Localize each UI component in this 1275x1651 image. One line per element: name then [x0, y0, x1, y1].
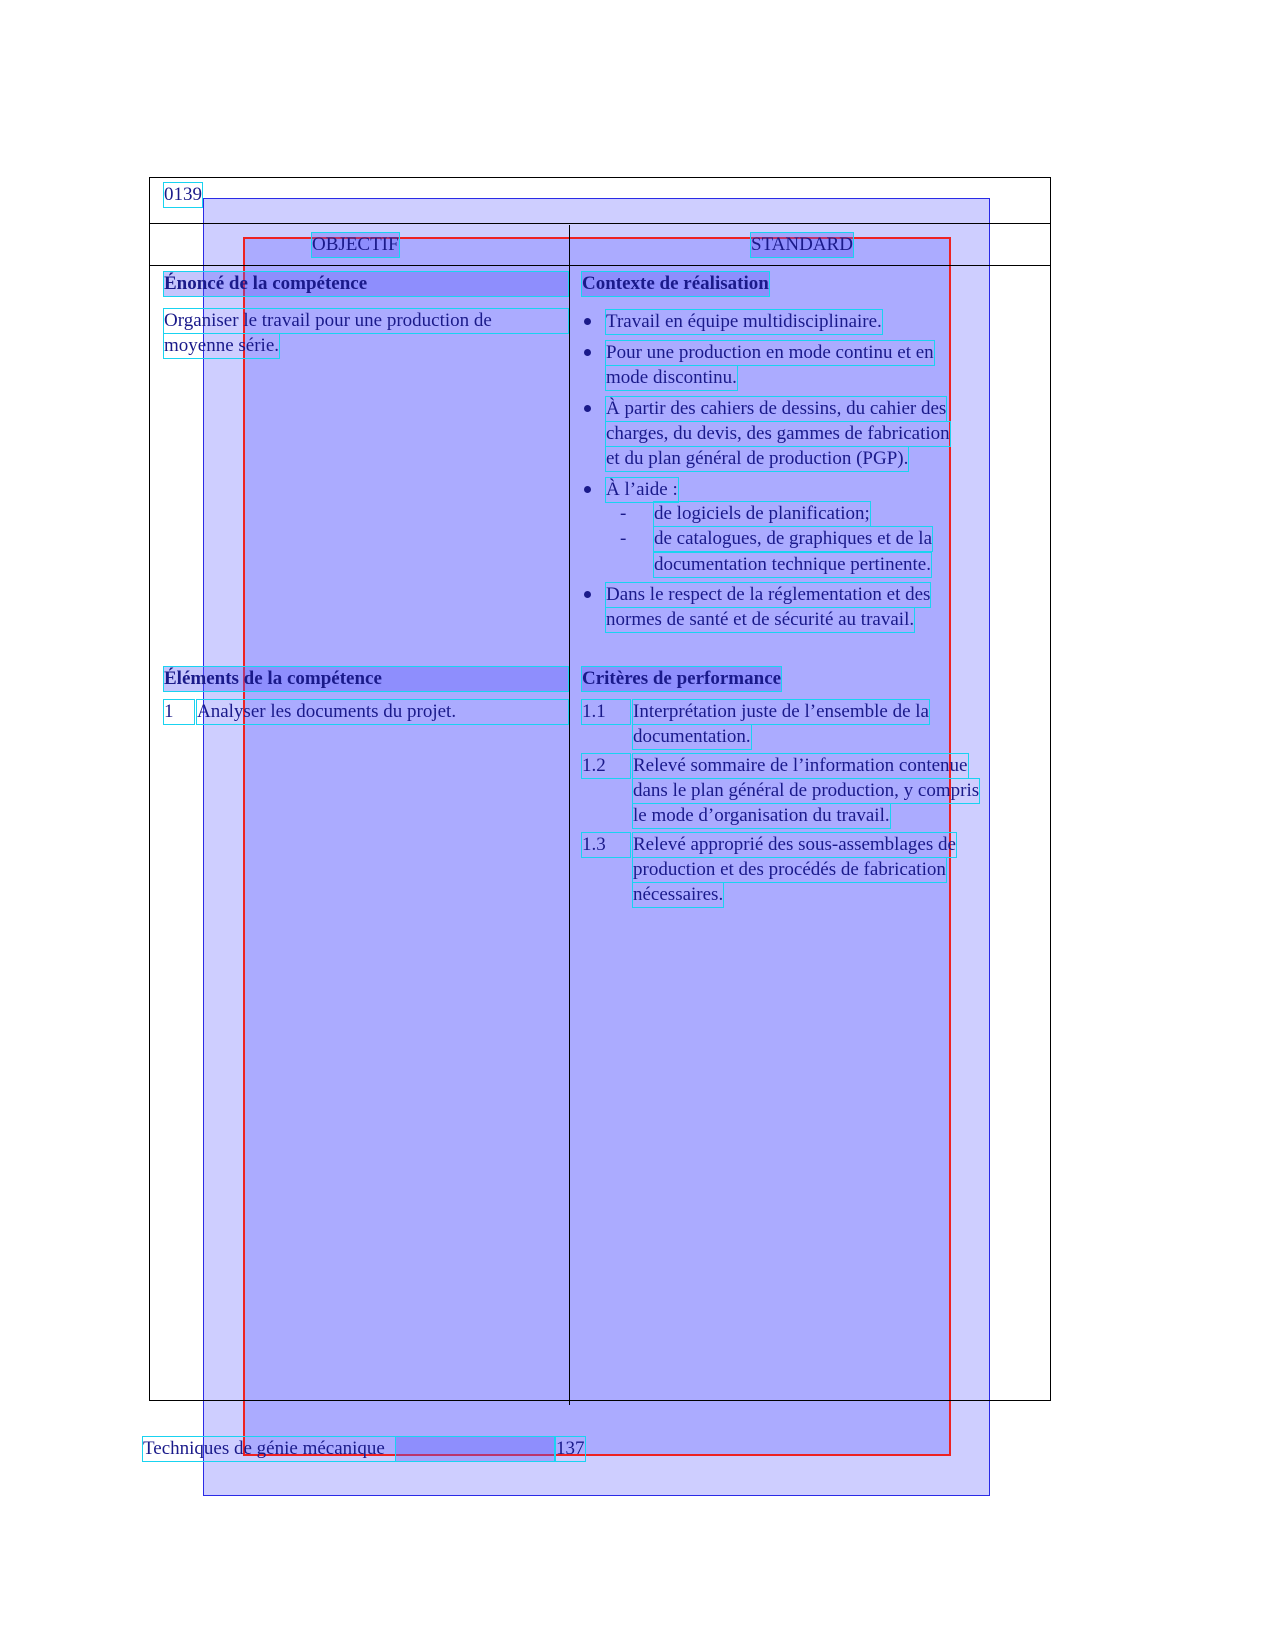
contexte-heading: Contexte de réalisation — [582, 273, 769, 294]
element-1-text: Analyser les documents du projet. — [197, 700, 568, 724]
footer-highlight-gap — [396, 1437, 554, 1461]
bullet-icon — [584, 349, 591, 356]
header-divider-top — [149, 223, 1051, 224]
contexte-subitem-1-line-1: de logiciels de planification; — [654, 503, 870, 524]
contexte-subitem-2-line-1: de catalogues, de graphiques et de la — [654, 528, 933, 549]
contexte-item-2-line-2: mode discontinu. — [606, 367, 737, 388]
contexte-item-5-line-2: normes de santé et de sécurité au travail. — [606, 609, 915, 630]
competence-code: 0139 — [164, 184, 202, 205]
bullet-icon — [584, 318, 591, 325]
critere-3-line-1: Relevé approprié des sous-assemblages de — [633, 834, 956, 855]
enonce-text-line-2: moyenne série. — [164, 335, 280, 356]
critere-3-line-2: production et des procédés de fabrication — [633, 859, 946, 880]
critere-2-line-3: le mode d’organisation du travail. — [633, 805, 890, 826]
contexte-item-3-line-3: et du plan général de production (PGP). — [606, 448, 909, 469]
contexte-subitem-2-line-2: documentation technique pertinente. — [654, 554, 931, 575]
critere-2-line-2: dans le plan général de production, y compris — [633, 780, 980, 801]
dash-icon: - — [620, 503, 627, 524]
criteres-heading: Critères de performance — [582, 668, 782, 689]
critere-3-number: 1.3 — [582, 833, 630, 857]
contexte-item-3-line-1: À partir des cahiers de dessins, du cahier des — [606, 398, 947, 419]
contexte-item-4-line-1: À l’aide : — [606, 479, 678, 500]
critere-1-number: 1.1 — [582, 700, 630, 724]
bullet-icon — [584, 486, 591, 493]
critere-2-line-1: Relevé sommaire de l’information contenue — [633, 755, 968, 776]
contexte-item-1-line-1: Travail en équipe multidisciplinaire. — [606, 311, 882, 332]
contexte-item-2-line-1: Pour une production en mode continu et en — [606, 342, 934, 363]
enonce-heading: Énoncé de la compétence — [164, 272, 568, 296]
footer-page-number: 137 — [556, 1438, 585, 1459]
contexte-item-5-line-1: Dans le respect de la réglementation et des — [606, 584, 931, 605]
column-header-objectif: OBJECTIF — [312, 234, 399, 255]
critere-2-number: 1.2 — [582, 754, 630, 778]
footer-program-title: Techniques de génie mécanique — [143, 1437, 395, 1461]
bullet-icon — [584, 405, 591, 412]
critere-3-line-3: nécessaires. — [633, 884, 724, 905]
bullet-icon — [584, 591, 591, 598]
dash-icon: - — [620, 528, 627, 549]
element-1-number: 1 — [164, 700, 194, 724]
column-header-standard: STANDARD — [751, 234, 853, 255]
contexte-item-3-line-2: charges, du devis, des gammes de fabrication — [606, 423, 950, 444]
header-divider-bottom — [149, 265, 1051, 266]
enonce-text-line-1: Organiser le travail pour une production de — [164, 309, 568, 333]
critere-1-line-1: Interprétation juste de l’ensemble de la — [633, 701, 929, 722]
critere-1-line-2: documentation. — [633, 726, 751, 747]
elements-heading: Éléments de la compétence — [164, 667, 568, 691]
column-divider — [569, 225, 570, 1405]
